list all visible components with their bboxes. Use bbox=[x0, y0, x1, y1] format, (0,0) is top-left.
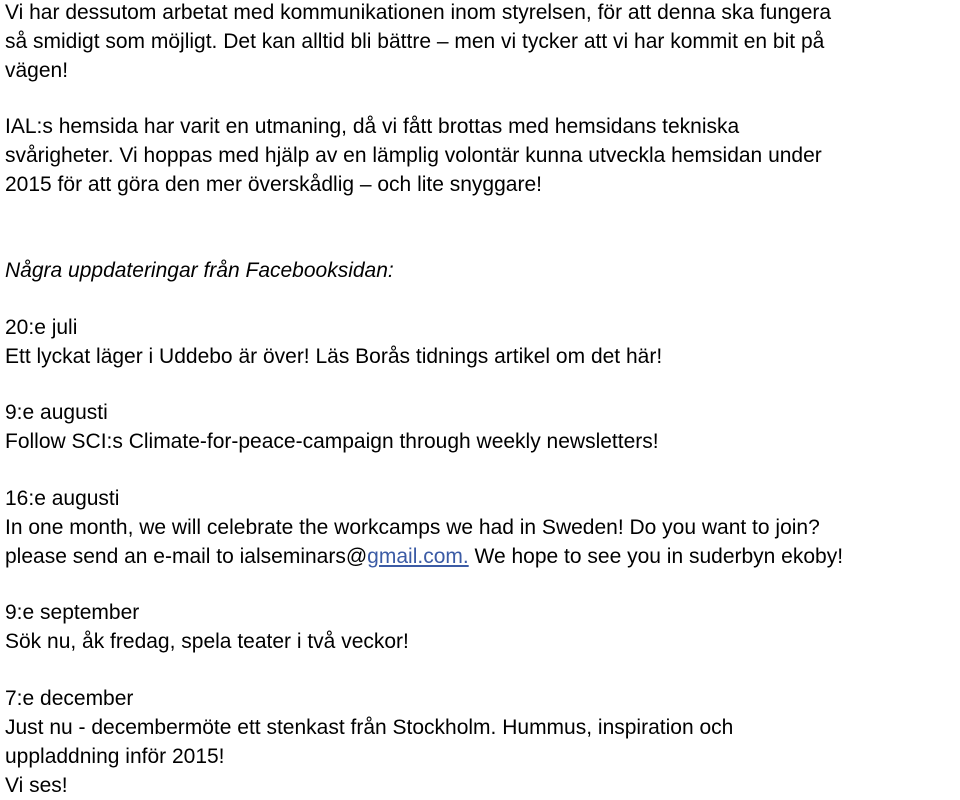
intro-paragraph-website bbox=[5, 112, 822, 199]
update-text: uppladdning inför 2015! bbox=[5, 745, 225, 768]
update-text: Just nu - decembermöte ett stenkast från Stockholm. Hummus, inspiration och bbox=[5, 716, 734, 739]
text-line: 2015 för att göra den mer överskådlig – och lite snyggare! bbox=[5, 173, 542, 196]
text-line: så smidigt som möjligt. Det kan alltid bli bättre – men vi tycker att vi har kommit en bit på bbox=[5, 30, 825, 53]
intro-paragraph-communication bbox=[5, 0, 831, 85]
update-entry bbox=[5, 598, 409, 656]
email-domain-link[interactable]: gmail.com. bbox=[367, 545, 469, 568]
text-line: svårigheter. Vi hoppas med hjälp av en lämplig volontär kunna utveckla hemsidan under bbox=[5, 144, 822, 167]
text-line: Vi har dessutom arbetat med kommunikationen inom styrelsen, för att denna ska fungera bbox=[5, 1, 832, 24]
update-date: 16:e augusti bbox=[5, 487, 120, 510]
update-email-line bbox=[5, 542, 843, 571]
update-text: Vi ses! bbox=[5, 774, 68, 797]
update-date: 7:e december bbox=[5, 687, 134, 710]
update-entry bbox=[5, 684, 733, 800]
update-date: 9:e augusti bbox=[5, 401, 108, 424]
update-entry bbox=[5, 313, 662, 371]
update-text: In one month, we will celebrate the workcamps we had in Sweden! Do you want to join? bbox=[5, 516, 820, 539]
update-date: 20:e juli bbox=[5, 316, 78, 339]
update-text: Ett lyckat läger i Uddebo är över! Läs Borås tidnings artikel om det här! bbox=[5, 345, 663, 368]
text-line: IAL:s hemsida har varit en utmaning, då vi fått brottas med hemsidans tekniska bbox=[5, 115, 740, 138]
update-text: Sök nu, åk fredag, spela teater i två veckor! bbox=[5, 630, 409, 653]
facebook-updates-heading: Några uppdateringar från Facebooksidan: bbox=[5, 259, 394, 282]
update-entry bbox=[5, 398, 659, 456]
email-prefix: please send an e-mail to ialseminars@ bbox=[5, 545, 368, 568]
update-entry bbox=[5, 484, 843, 571]
email-suffix: We hope to see you in suderbyn ekoby! bbox=[468, 545, 844, 568]
update-text: Follow SCI:s Climate-for-peace-campaign through weekly newsletters! bbox=[5, 430, 659, 453]
text-line: vägen! bbox=[5, 59, 69, 82]
update-date: 9:e september bbox=[5, 601, 140, 624]
